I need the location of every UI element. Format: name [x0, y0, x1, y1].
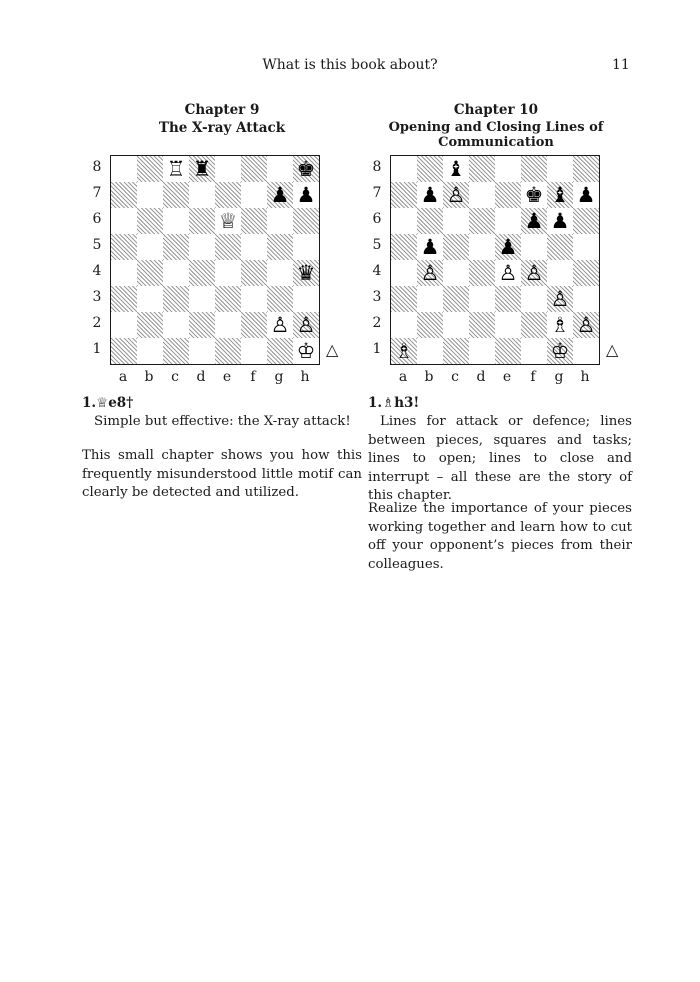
rank-label: 1: [92, 341, 102, 357]
board-square-g7: [547, 182, 573, 208]
board-square-e1: [495, 338, 521, 364]
rank-label: 4: [372, 263, 382, 279]
black-queen-icon: ♛: [296, 261, 316, 285]
board-square-c5: [163, 234, 189, 260]
board-square-e1: [215, 338, 241, 364]
file-label: b: [144, 369, 154, 385]
board-square-b1: [417, 338, 443, 364]
board-square-f6: [241, 208, 267, 234]
white-to-move-triangle-icon: △: [326, 340, 339, 359]
board-square-b7: [137, 182, 163, 208]
key-move: [82, 395, 133, 411]
board-square-e2: [495, 312, 521, 338]
chapter-title: Opening and Closing Lines of Communication: [388, 120, 604, 150]
chapter-number: Chapter 10: [453, 102, 539, 118]
black-pawn-icon: ♟: [420, 235, 440, 259]
board-square-f1: [241, 338, 267, 364]
board-square-b6: [417, 208, 443, 234]
board-square-d1: [469, 338, 495, 364]
board-square-g2: [547, 312, 573, 338]
board-square-e3: [215, 286, 241, 312]
black-king-icon: ♚: [296, 157, 316, 181]
chess-board: [390, 155, 600, 365]
board-square-a1: [391, 338, 417, 364]
board-square-a3: [391, 286, 417, 312]
board-square-f4: [241, 260, 267, 286]
board-square-e8: [495, 156, 521, 182]
board-square-a7: [391, 182, 417, 208]
file-label: h: [300, 369, 310, 385]
board-square-h7: [573, 182, 599, 208]
board-square-e7: [215, 182, 241, 208]
board-square-a6: [391, 208, 417, 234]
file-label: g: [554, 369, 564, 385]
board-square-f7: [241, 182, 267, 208]
board-square-d4: [469, 260, 495, 286]
board-square-d5: [469, 234, 495, 260]
board-square-g4: [267, 260, 293, 286]
white-rook-icon: ♖: [166, 157, 186, 181]
board-square-a2: [391, 312, 417, 338]
board-square-g5: [547, 234, 573, 260]
board-square-e8: [215, 156, 241, 182]
board-square-b4: [137, 260, 163, 286]
board-square-a4: [111, 260, 137, 286]
running-header-title: What is this book about?: [262, 57, 438, 73]
board-square-b3: [417, 286, 443, 312]
board-square-h8: [293, 156, 319, 182]
board-square-f5: [241, 234, 267, 260]
white-to-move-triangle-icon: △: [606, 340, 619, 359]
board-square-b2: [137, 312, 163, 338]
board-square-a3: [111, 286, 137, 312]
board-square-e3: [495, 286, 521, 312]
board-square-g4: [547, 260, 573, 286]
board-square-d6: [189, 208, 215, 234]
board-square-d1: [189, 338, 215, 364]
white-king-icon: ♔: [550, 339, 570, 363]
board-square-d3: [469, 286, 495, 312]
board-square-g3: [267, 286, 293, 312]
paragraph: Simple but effective: the X-ray attack!: [94, 414, 351, 429]
board-square-h7: [293, 182, 319, 208]
black-bishop-icon: ♝: [446, 157, 466, 181]
board-square-d8: [189, 156, 215, 182]
board-square-g1: [267, 338, 293, 364]
file-label: f: [530, 369, 536, 385]
board-square-g1: [547, 338, 573, 364]
board-square-f3: [521, 286, 547, 312]
board-square-b2: [417, 312, 443, 338]
chess-diagram: [362, 155, 642, 385]
board-square-f7: [521, 182, 547, 208]
board-square-f6: [521, 208, 547, 234]
file-label: c: [171, 369, 179, 385]
board-square-h5: [293, 234, 319, 260]
board-square-g6: [267, 208, 293, 234]
rank-label: 5: [92, 237, 102, 253]
board-square-f3: [241, 286, 267, 312]
board-square-e5: [495, 234, 521, 260]
black-pawn-icon: ♟: [420, 183, 440, 207]
board-square-h4: [293, 260, 319, 286]
board-square-b7: [417, 182, 443, 208]
file-label: e: [502, 369, 512, 385]
board-square-h6: [293, 208, 319, 234]
move-notation: h3!: [394, 395, 420, 411]
board-square-h2: [573, 312, 599, 338]
board-square-c1: [443, 338, 469, 364]
file-label: b: [424, 369, 434, 385]
white-pawn-icon: ♙: [498, 261, 518, 285]
board-square-c2: [443, 312, 469, 338]
file-label: h: [580, 369, 590, 385]
board-square-g7: [267, 182, 293, 208]
board-square-c8: [163, 156, 189, 182]
board-square-e4: [215, 260, 241, 286]
rank-label: 5: [372, 237, 382, 253]
bishop-symbol-icon: ♗: [382, 395, 395, 411]
board-square-a5: [391, 234, 417, 260]
black-pawn-icon: ♟: [576, 183, 596, 207]
board-square-h8: [573, 156, 599, 182]
file-label: d: [476, 369, 486, 385]
rank-label: 2: [372, 315, 382, 331]
black-rook-icon: ♜: [192, 157, 212, 181]
file-label: c: [451, 369, 459, 385]
board-square-a8: [391, 156, 417, 182]
white-pawn-icon: ♙: [576, 313, 596, 337]
board-square-d4: [189, 260, 215, 286]
rank-label: 3: [92, 289, 102, 305]
white-bishop-icon: ♗: [550, 313, 570, 337]
board-square-h3: [293, 286, 319, 312]
board-square-c5: [443, 234, 469, 260]
board-square-g5: [267, 234, 293, 260]
board-square-a8: [111, 156, 137, 182]
white-queen-icon: ♕: [218, 209, 238, 233]
board-square-f1: [521, 338, 547, 364]
board-square-d6: [469, 208, 495, 234]
board-square-a6: [111, 208, 137, 234]
file-label: a: [398, 369, 408, 385]
board-square-a4: [391, 260, 417, 286]
board-square-f8: [521, 156, 547, 182]
board-square-g8: [547, 156, 573, 182]
board-square-h3: [573, 286, 599, 312]
file-label: e: [222, 369, 232, 385]
board-square-c3: [163, 286, 189, 312]
rank-label: 2: [92, 315, 102, 331]
chess-diagram: [82, 155, 362, 385]
rank-label: 8: [372, 159, 382, 175]
white-bishop-icon: ♗: [394, 339, 414, 363]
black-king-icon: ♚: [524, 183, 544, 207]
board-square-a7: [111, 182, 137, 208]
board-square-d2: [469, 312, 495, 338]
board-square-c6: [163, 208, 189, 234]
rank-label: 6: [92, 211, 102, 227]
board-square-b8: [417, 156, 443, 182]
board-square-c4: [163, 260, 189, 286]
board-square-a2: [111, 312, 137, 338]
board-square-f4: [521, 260, 547, 286]
board-square-d7: [469, 182, 495, 208]
board-square-d8: [469, 156, 495, 182]
rank-label: 7: [92, 185, 102, 201]
board-square-b8: [137, 156, 163, 182]
board-square-d2: [189, 312, 215, 338]
board-square-g2: [267, 312, 293, 338]
board-square-c3: [443, 286, 469, 312]
rank-label: 4: [92, 263, 102, 279]
board-square-h2: [293, 312, 319, 338]
board-square-h4: [573, 260, 599, 286]
move-number: 1.: [82, 395, 97, 411]
file-label: g: [274, 369, 284, 385]
move-notation: e8†: [108, 395, 134, 411]
board-square-g6: [547, 208, 573, 234]
board-square-h1: [293, 338, 319, 364]
board-square-e6: [215, 208, 241, 234]
board-square-c2: [163, 312, 189, 338]
board-square-h1: [573, 338, 599, 364]
white-pawn-icon: ♙: [296, 313, 316, 337]
board-square-a5: [111, 234, 137, 260]
board-square-e7: [495, 182, 521, 208]
white-pawn-icon: ♙: [420, 261, 440, 285]
board-square-e6: [495, 208, 521, 234]
key-move: [368, 395, 419, 411]
paragraph: Realize the importance of your pieces working together and learn how to cut off your opponent’s pieces from their colleagues.: [368, 501, 632, 572]
board-square-b3: [137, 286, 163, 312]
chess-board: [110, 155, 320, 365]
queen-symbol-icon: ♕: [96, 395, 109, 411]
white-pawn-icon: ♙: [550, 287, 570, 311]
board-square-e2: [215, 312, 241, 338]
white-king-icon: ♔: [296, 339, 316, 363]
board-square-h6: [573, 208, 599, 234]
rank-label: 1: [372, 341, 382, 357]
board-square-e4: [495, 260, 521, 286]
board-square-d3: [189, 286, 215, 312]
board-square-d5: [189, 234, 215, 260]
black-pawn-icon: ♟: [296, 183, 316, 207]
chapter-title: The X-ray Attack: [158, 120, 286, 136]
board-square-h5: [573, 234, 599, 260]
board-square-c4: [443, 260, 469, 286]
board-square-b5: [417, 234, 443, 260]
black-pawn-icon: ♟: [524, 209, 544, 233]
board-square-c1: [163, 338, 189, 364]
black-pawn-icon: ♟: [270, 183, 290, 207]
board-square-d7: [189, 182, 215, 208]
board-square-b6: [137, 208, 163, 234]
board-square-c7: [163, 182, 189, 208]
board-square-b4: [417, 260, 443, 286]
board-square-g3: [547, 286, 573, 312]
board-square-c6: [443, 208, 469, 234]
rank-label: 7: [372, 185, 382, 201]
board-square-f5: [521, 234, 547, 260]
board-square-f2: [241, 312, 267, 338]
board-square-a1: [111, 338, 137, 364]
black-pawn-icon: ♟: [550, 209, 570, 233]
paragraph: Lines for attack or defence; lines between pieces, squares and tasks; lines to open; lines to close and interrupt – all these are the story of this chapter.: [368, 414, 632, 503]
rank-label: 8: [92, 159, 102, 175]
black-bishop-icon: ♝: [550, 183, 570, 207]
file-label: a: [118, 369, 128, 385]
paragraph: This small chapter shows you how this frequently misunderstood little motif can clearly be detected and utilized.: [82, 448, 362, 500]
board-square-f8: [241, 156, 267, 182]
board-square-c8: [443, 156, 469, 182]
board-square-b1: [137, 338, 163, 364]
white-pawn-icon: ♙: [524, 261, 544, 285]
rank-label: 3: [372, 289, 382, 305]
chapter-number: Chapter 9: [184, 102, 260, 118]
rank-label: 6: [372, 211, 382, 227]
black-pawn-icon: ♟: [498, 235, 518, 259]
page-number: 11: [612, 57, 630, 73]
board-square-f2: [521, 312, 547, 338]
board-square-g8: [267, 156, 293, 182]
board-square-b5: [137, 234, 163, 260]
white-pawn-icon: ♙: [446, 183, 466, 207]
board-square-e5: [215, 234, 241, 260]
board-square-c7: [443, 182, 469, 208]
white-pawn-icon: ♙: [270, 313, 290, 337]
file-label: d: [196, 369, 206, 385]
file-label: f: [250, 369, 256, 385]
move-number: 1.: [368, 395, 383, 411]
